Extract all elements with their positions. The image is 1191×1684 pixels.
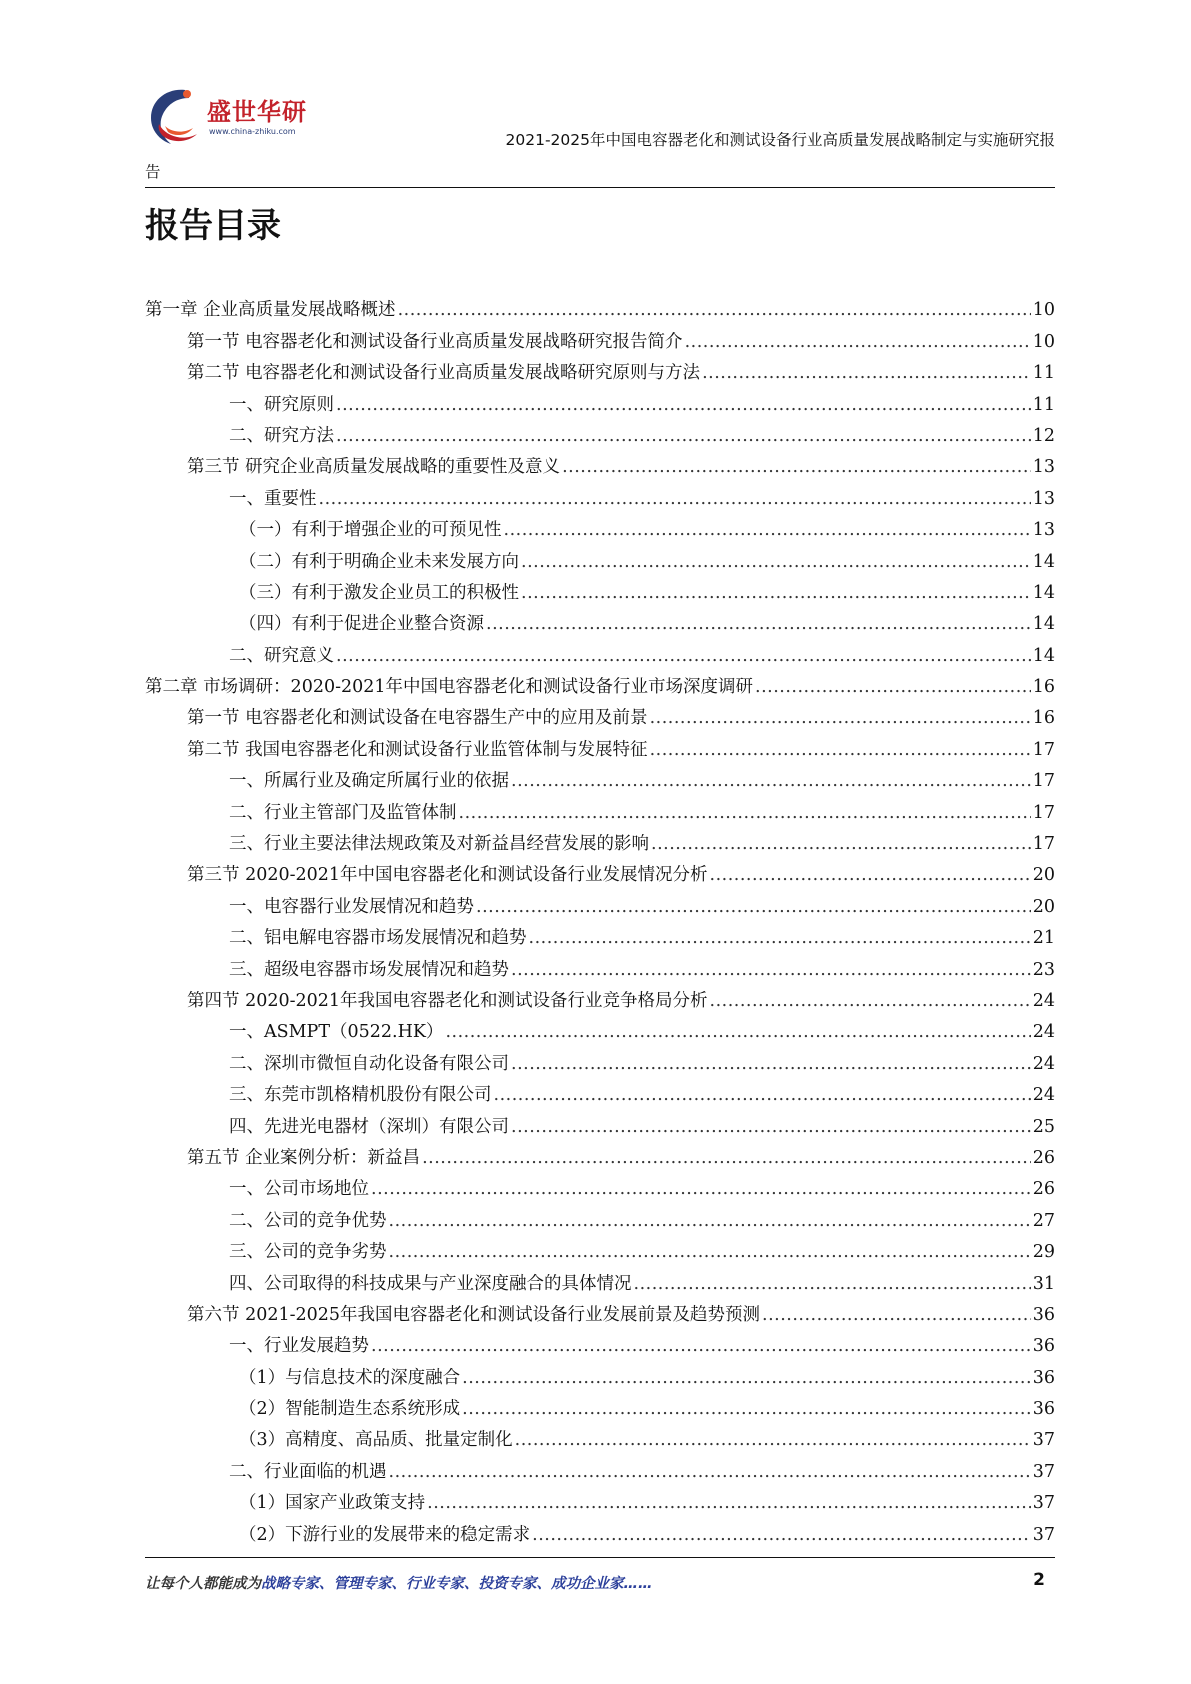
toc-entry-title: 二、铝电解电容器市场发展情况和趋势 [229, 928, 527, 949]
toc-entry[interactable] [145, 321, 1055, 352]
toc-entry[interactable] [145, 1012, 1055, 1043]
toc-dot-leader [422, 1147, 1031, 1169]
page-footer [145, 1568, 1055, 1598]
toc-dot-leader [389, 1241, 1031, 1263]
header-divider [145, 187, 1055, 188]
toc-dot-leader [650, 739, 1031, 761]
toc-entry[interactable] [145, 353, 1055, 384]
toc-entry[interactable] [145, 1263, 1055, 1294]
toc-entry-title: 一、研究原则 [229, 394, 334, 415]
toc-entry-page: 25 [1032, 1116, 1055, 1137]
toc-entry[interactable] [145, 1232, 1055, 1263]
toc-dot-leader [511, 1053, 1031, 1075]
toc-entry-page: 16 [1032, 677, 1055, 698]
toc-entry[interactable] [145, 1295, 1055, 1326]
toc-entry-title: 二、行业面临的机遇 [229, 1461, 387, 1482]
toc-entry-page: 17 [1032, 802, 1055, 823]
toc-entry-page: 10 [1032, 300, 1055, 321]
toc-dot-leader [529, 927, 1031, 949]
toc-entry-title: 第六节 2021-2025年我国电容器老化和测试设备行业发展前景及趋势预测 [187, 1304, 761, 1325]
toc-entry-title: 第二章 市场调研：2020-2021年中国电容器老化和测试设备行业市场深度调研 [145, 677, 754, 698]
toc-entry[interactable] [145, 416, 1055, 447]
toc-entry[interactable] [145, 1106, 1055, 1137]
toc-entry-page: 24 [1032, 1085, 1055, 1106]
toc-entry-title: 第四节 2020-2021年我国电容器老化和测试设备行业竞争格局分析 [187, 990, 708, 1011]
toc-entry-title: （一）有利于增强企业的可预见性 [239, 520, 502, 541]
toc-entry-title: 三、超级电容器市场发展情况和趋势 [229, 959, 509, 980]
toc-dot-leader [336, 645, 1031, 667]
toc-entry-page: 36 [1032, 1399, 1055, 1420]
toc-dot-leader [521, 551, 1031, 573]
toc-entry[interactable] [145, 981, 1055, 1012]
toc-entry[interactable] [145, 729, 1055, 760]
toc-entry-title: 一、所属行业及确定所属行业的依据 [229, 771, 509, 792]
toc-entry-title: 第一节 电容器老化和测试设备行业高质量发展战略研究报告简介 [187, 331, 683, 352]
toc-entry-title: （二）有利于明确企业未来发展方向 [239, 551, 519, 572]
toc-entry-page: 24 [1032, 1053, 1055, 1074]
toc-entry-page: 27 [1032, 1210, 1055, 1231]
toc-dot-leader [651, 833, 1031, 855]
toc-dot-leader [515, 1429, 1031, 1451]
toc-entry-page: 37 [1032, 1524, 1055, 1545]
toc-entry[interactable] [145, 698, 1055, 729]
toc-dot-leader [634, 1273, 1031, 1295]
toc-entry-title: （四）有利于促进企业整合资源 [239, 614, 484, 635]
toc-dot-leader [494, 1084, 1031, 1106]
toc-entry-page: 23 [1032, 959, 1055, 980]
toc-entry-page: 13 [1032, 520, 1055, 541]
toc-entry-title: 第三节 2020-2021年中国电容器老化和测试设备行业发展情况分析 [187, 865, 708, 886]
toc-dot-leader [427, 1492, 1031, 1514]
toc-entry[interactable] [145, 949, 1055, 980]
logo-name: 盛世华研 [207, 98, 307, 126]
toc-entry-page: 36 [1032, 1367, 1055, 1388]
toc-entry[interactable] [145, 541, 1055, 572]
toc-entry-title: 四、先进光电器材（深圳）有限公司 [229, 1116, 509, 1137]
toc-entry[interactable] [145, 447, 1055, 478]
toc-dot-leader [371, 1335, 1031, 1357]
toc-dot-leader [371, 1178, 1031, 1200]
toc-entry-page: 14 [1032, 582, 1055, 603]
toc-entry-title: 三、公司的竞争劣势 [229, 1242, 387, 1263]
toc-entry[interactable] [145, 1357, 1055, 1388]
toc-entry[interactable] [145, 1200, 1055, 1231]
toc-entry-title: （1）国家产业政策支持 [239, 1493, 426, 1514]
slogan-prefix: 让每个人都能成为 [145, 1576, 261, 1592]
toc-entry-title: 一、电容器行业发展情况和趋势 [229, 896, 474, 917]
toc-entry-page: 17 [1032, 739, 1055, 760]
toc-entry[interactable] [145, 1138, 1055, 1169]
toc-dot-leader [710, 990, 1031, 1012]
toc-entry-title: 二、公司的竞争优势 [229, 1210, 387, 1231]
toc-dot-leader [511, 770, 1031, 792]
toc-entry-page: 36 [1032, 1336, 1055, 1357]
toc-entry-page: 13 [1032, 488, 1055, 509]
toc-dot-leader [521, 582, 1031, 604]
toc-entry-page: 12 [1032, 425, 1055, 446]
toc-dot-leader [319, 488, 1031, 510]
toc-entry-title: 第一章 企业高质量发展战略概述 [145, 300, 396, 321]
toc-entry-title: 一、公司市场地位 [229, 1179, 369, 1200]
toc-entry[interactable] [145, 761, 1055, 792]
toc-entry-title: 第二节 电容器老化和测试设备行业高质量发展战略研究原则与方法 [187, 363, 701, 384]
toc-entry-page: 37 [1032, 1430, 1055, 1451]
toc-entry[interactable] [145, 1389, 1055, 1420]
toc-dot-leader [445, 1021, 1030, 1043]
toc-entry-page: 16 [1032, 708, 1055, 729]
toc-entry[interactable] [145, 290, 1055, 321]
table-of-contents [145, 290, 1055, 1546]
toc-entry-page: 24 [1032, 1022, 1055, 1043]
toc-entry-page: 11 [1032, 363, 1055, 384]
toc-entry[interactable] [145, 604, 1055, 635]
toc-entry-title: 第二节 我国电容器老化和测试设备行业监管体制与发展特征 [187, 739, 648, 760]
toc-dot-leader [762, 1304, 1031, 1326]
toc-entry-page: 14 [1032, 551, 1055, 572]
toc-dot-leader [462, 1398, 1031, 1420]
toc-entry-title: （2）下游行业的发展带来的稳定需求 [239, 1524, 531, 1545]
toc-entry-title: 三、行业主要法律法规政策及对新益昌经营发展的影响 [229, 834, 649, 855]
toc-dot-leader [398, 299, 1031, 321]
toc-dot-leader [462, 1367, 1031, 1389]
toc-dot-leader [389, 1461, 1031, 1483]
logo-swoosh-icon [145, 84, 211, 150]
toc-entry-page: 14 [1032, 614, 1055, 635]
toc-entry[interactable] [145, 1043, 1055, 1074]
toc-entry[interactable] [145, 635, 1055, 666]
toc-dot-leader [710, 864, 1031, 886]
toc-entry-page: 17 [1032, 834, 1055, 855]
toc-entry-page: 20 [1032, 896, 1055, 917]
toc-entry-page: 37 [1032, 1461, 1055, 1482]
toc-dot-leader [650, 707, 1031, 729]
toc-dot-leader [336, 425, 1031, 447]
toc-entry-title: 第一节 电容器老化和测试设备在电容器生产中的应用及前景 [187, 708, 648, 729]
toc-heading: 报告目录 [145, 206, 281, 246]
footer-divider [145, 1557, 1055, 1558]
toc-entry-page: 10 [1032, 331, 1055, 352]
toc-entry-page: 37 [1032, 1493, 1055, 1514]
toc-entry-page: 31 [1032, 1273, 1055, 1294]
toc-dot-leader [755, 676, 1031, 698]
toc-entry-title: 一、行业发展趋势 [229, 1336, 369, 1357]
footer-slogan [145, 1572, 653, 1593]
toc-dot-leader [486, 613, 1031, 635]
toc-entry-page: 14 [1032, 645, 1055, 666]
toc-entry-title: 第五节 企业案例分析：新益昌 [187, 1147, 421, 1168]
toc-entry-page: 24 [1032, 990, 1055, 1011]
toc-entry-title: 四、公司取得的科技成果与产业深度融合的具体情况 [229, 1273, 632, 1294]
report-title: 2021-2025年中国电容器老化和测试设备行业高质量发展战略制定与实施研究报 [505, 131, 1055, 149]
logo-url: www.china-zhiku.com [209, 127, 296, 136]
toc-dot-leader [504, 519, 1031, 541]
toc-dot-leader [459, 802, 1031, 824]
toc-entry-title: （2）智能制造生态系统形成 [239, 1399, 461, 1420]
toc-entry[interactable] [145, 792, 1055, 823]
toc-entry-title: 二、行业主管部门及监管体制 [229, 802, 457, 823]
toc-entry-page: 13 [1032, 457, 1055, 478]
toc-entry-title: 一、ASMPT（0522.HK） [229, 1022, 444, 1043]
company-logo [145, 84, 355, 154]
toc-entry-title: （3）高精度、高品质、批量定制化 [239, 1430, 513, 1451]
toc-entry-title: 二、研究方法 [229, 425, 334, 446]
page-number: 2 [1033, 1570, 1045, 1590]
toc-entry[interactable] [145, 886, 1055, 917]
toc-entry[interactable] [145, 667, 1055, 698]
toc-entry-title: 二、研究意义 [229, 645, 334, 666]
toc-dot-leader [511, 1116, 1031, 1138]
toc-entry[interactable] [145, 1514, 1055, 1545]
toc-entry[interactable] [145, 384, 1055, 415]
toc-entry-page: 11 [1032, 394, 1055, 415]
toc-dot-leader [511, 959, 1031, 981]
toc-entry[interactable] [145, 1451, 1055, 1482]
toc-entry-page: 36 [1032, 1304, 1055, 1325]
toc-entry-title: 三、东莞市凯格精机股份有限公司 [229, 1085, 492, 1106]
toc-entry[interactable] [145, 1075, 1055, 1106]
toc-entry-title: 第三节 研究企业高质量发展战略的重要性及意义 [187, 457, 561, 478]
toc-entry-page: 21 [1032, 928, 1055, 949]
toc-dot-leader [685, 331, 1031, 353]
toc-entry[interactable] [145, 1420, 1055, 1451]
toc-entry[interactable] [145, 573, 1055, 604]
toc-dot-leader [336, 394, 1031, 416]
toc-entry-title: 二、深圳市微恒自动化设备有限公司 [229, 1053, 509, 1074]
toc-entry[interactable] [145, 918, 1055, 949]
toc-entry[interactable] [145, 1326, 1055, 1357]
toc-dot-leader [476, 896, 1031, 918]
toc-entry[interactable] [145, 1483, 1055, 1514]
toc-entry[interactable] [145, 824, 1055, 855]
toc-entry[interactable] [145, 510, 1055, 541]
report-title-wrap: 告 [145, 163, 161, 181]
toc-entry-title: （三）有利于激发企业员工的积极性 [239, 582, 519, 603]
toc-entry-title: 一、重要性 [229, 488, 317, 509]
toc-dot-leader [702, 362, 1031, 384]
toc-entry-page: 29 [1032, 1242, 1055, 1263]
page-header [145, 78, 1055, 188]
toc-dot-leader [389, 1210, 1031, 1232]
toc-entry[interactable] [145, 478, 1055, 509]
toc-entry-title: （1）与信息技术的深度融合 [239, 1367, 461, 1388]
toc-entry-page: 17 [1032, 771, 1055, 792]
toc-entry[interactable] [145, 1169, 1055, 1200]
toc-entry[interactable] [145, 855, 1055, 886]
toc-dot-leader [562, 456, 1031, 478]
toc-entry-page: 20 [1032, 865, 1055, 886]
slogan-highlight: 战略专家、管理专家、行业专家、投资专家、成功企业家…… [261, 1576, 653, 1592]
toc-entry-page: 26 [1032, 1179, 1055, 1200]
toc-dot-leader [532, 1524, 1031, 1546]
toc-entry-page: 26 [1032, 1147, 1055, 1168]
